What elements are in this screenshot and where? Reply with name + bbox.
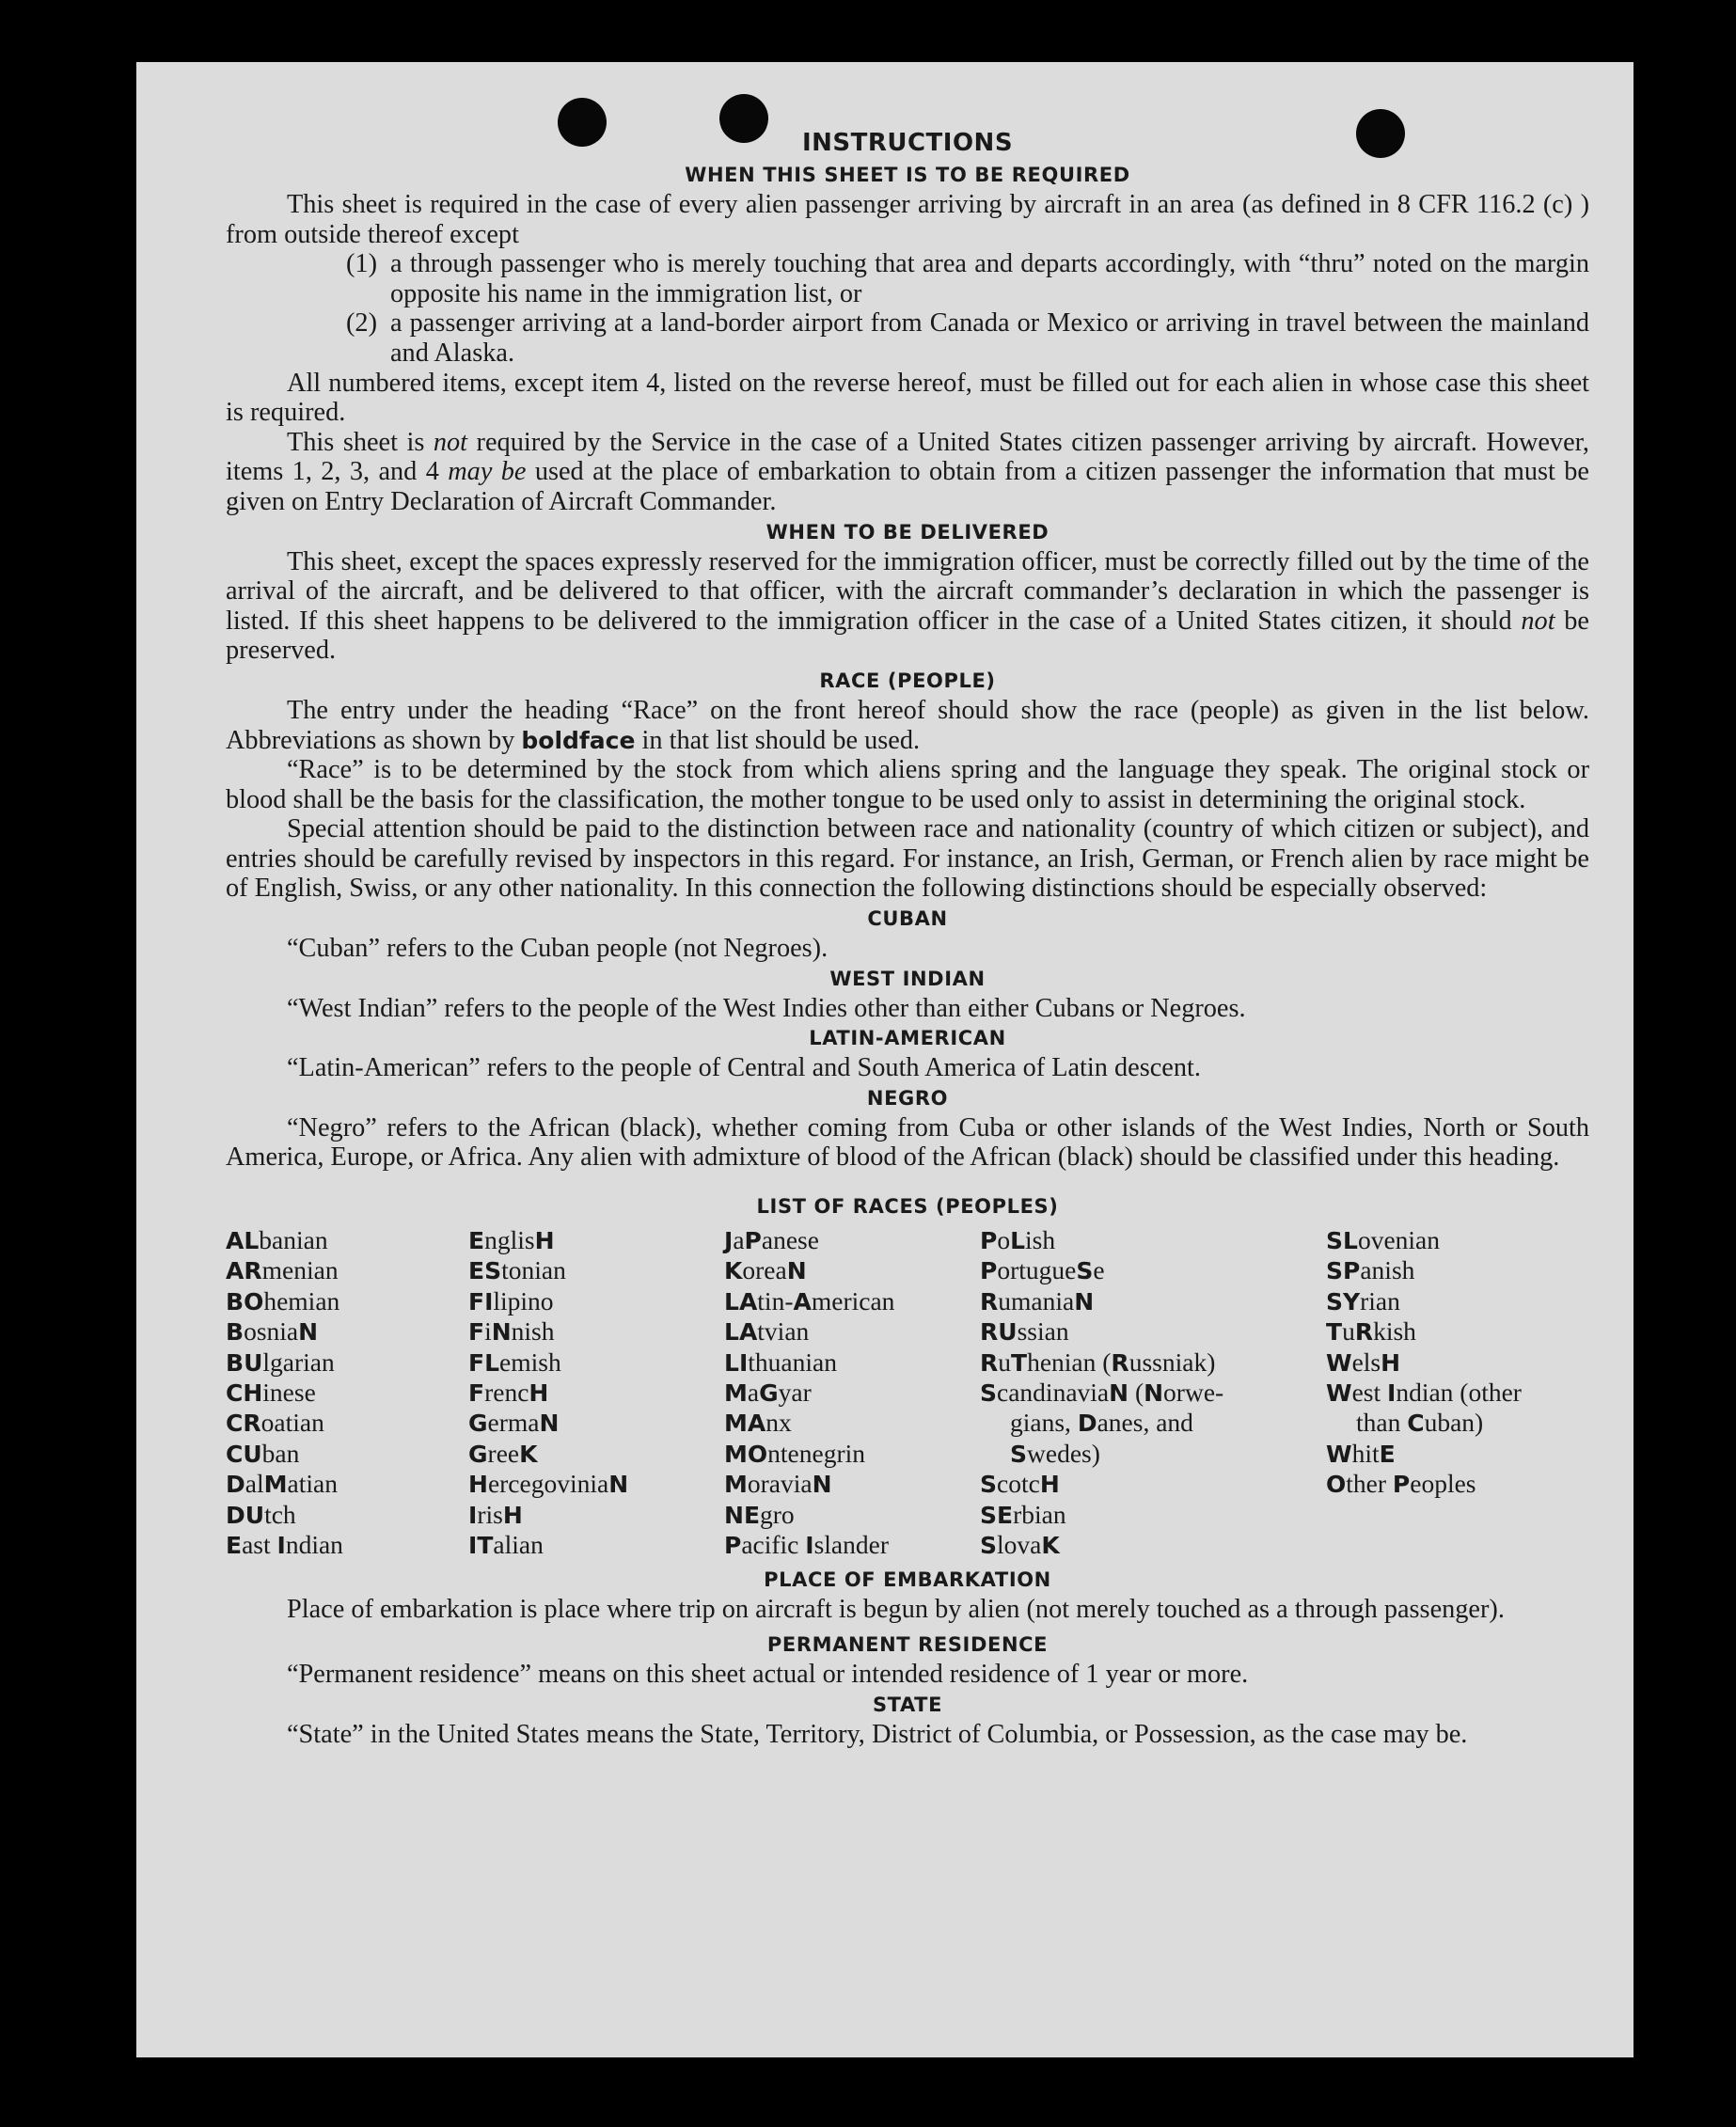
race-entry: ScandinaviaN (Norwe- bbox=[980, 1378, 1224, 1408]
heading-race: RACE (PEOPLE) bbox=[819, 669, 996, 692]
race-entry: Swedes) bbox=[1010, 1438, 1100, 1468]
race-entry: EnglisH bbox=[468, 1225, 555, 1255]
text-run: This sheet is bbox=[287, 427, 434, 457]
race-entry: ITalian bbox=[468, 1530, 544, 1560]
race-entry: EStonian bbox=[468, 1255, 566, 1285]
item-text: a through passenger who is merely touching that area and departs accordingly, with “thru” noted on the margin opposite his name in the immigration list, or bbox=[390, 249, 1589, 308]
bold-run: boldface bbox=[521, 726, 636, 754]
races-column-2 bbox=[468, 1225, 724, 1560]
race-entry: IrisH bbox=[468, 1499, 523, 1529]
text-run: be preserved. bbox=[226, 606, 1589, 666]
race-entry: GreeK bbox=[468, 1438, 538, 1468]
race-entry: MaGyar bbox=[724, 1378, 812, 1408]
heading-negro: NEGRO bbox=[866, 1086, 949, 1110]
race-entry: RuThenian (Russniak) bbox=[980, 1347, 1216, 1377]
heading-delivered: WHEN TO BE DELIVERED bbox=[765, 520, 1049, 544]
paragraph-race-stock: “Race” is to be determined by the stock from which aliens spring and the language they speak. The original stock or blood shall be the basis for the classification, the mother tongue to be used only to assist in determining the original stock. bbox=[226, 755, 1589, 814]
italic-run: not bbox=[433, 427, 468, 457]
paragraph-negro: “Negro” refers to the African (black), whether coming from Cuba or other islands of the West Indies, North or South America, Europe, or Africa. Any alien with admixture of blood of the African (black) should be classified under this heading. bbox=[226, 1112, 1589, 1173]
race-entry: MoraviaN bbox=[724, 1469, 832, 1499]
item-text: a passenger arriving at a land-border airport from Canada or Mexico or arriving in travel between the mainland and Alaska. bbox=[390, 308, 1589, 368]
races-column-4 bbox=[980, 1225, 1326, 1560]
heading-embarkation: PLACE OF EMBARKATION bbox=[764, 1568, 1051, 1591]
race-entry: KoreaN bbox=[724, 1255, 807, 1285]
text-run: required by the Service in the case of a United States citizen passenger arriving by aircraft. However, items 1, 2, 3, and 4 bbox=[226, 427, 1590, 487]
text-run: in that list should be used. bbox=[635, 725, 921, 755]
exception-item-2 bbox=[226, 308, 1589, 368]
race-entry: RumaniaN bbox=[980, 1285, 1095, 1316]
paragraph-delivered bbox=[226, 547, 1589, 666]
race-entry: NEgro bbox=[724, 1499, 795, 1529]
paragraph-state: “State” in the United States means the State, Territory, District of Columbia, or Possession, as the case may be. bbox=[287, 1719, 1468, 1749]
race-entry: FIlipino bbox=[468, 1285, 554, 1316]
races-column-3 bbox=[724, 1225, 980, 1560]
race-entry: BOhemian bbox=[226, 1285, 340, 1316]
races-list bbox=[226, 1225, 1589, 1560]
race-entry: Pacific Islander bbox=[724, 1530, 889, 1560]
document-sheet bbox=[136, 62, 1633, 2057]
race-entry: gians, Danes, and bbox=[1010, 1408, 1193, 1438]
paragraph-cuban: “Cuban” refers to the Cuban people (not Negroes). bbox=[287, 934, 829, 964]
race-entry: BUlgarian bbox=[226, 1347, 335, 1377]
race-entry: FiNnish bbox=[468, 1316, 555, 1347]
heading-races-list: LIST OF RACES (PEOPLES) bbox=[756, 1195, 1059, 1219]
heading-west-indian: WEST INDIAN bbox=[829, 967, 986, 990]
race-entry: PoLish bbox=[980, 1225, 1056, 1255]
race-entry: LIthuanian bbox=[724, 1347, 837, 1377]
race-entry: FrencH bbox=[468, 1378, 549, 1408]
race-entry: TuRkish bbox=[1326, 1316, 1416, 1347]
race-entry: ALbanian bbox=[226, 1225, 328, 1255]
races-column-5 bbox=[1326, 1225, 1589, 1560]
paragraph-citizen bbox=[226, 428, 1589, 517]
race-entry: SlovaK bbox=[980, 1530, 1060, 1560]
race-entry: BosniaN bbox=[226, 1316, 319, 1347]
race-entry: East Indian bbox=[226, 1530, 343, 1560]
race-entry: DalMatian bbox=[226, 1469, 338, 1499]
race-entry: West Indian (other bbox=[1326, 1378, 1522, 1408]
race-entry: CHinese bbox=[226, 1378, 316, 1408]
italic-run: may be bbox=[448, 457, 527, 487]
race-entry: SPanish bbox=[1326, 1255, 1415, 1285]
race-entry: WhitE bbox=[1326, 1438, 1396, 1468]
race-entry: ARmenian bbox=[226, 1255, 339, 1285]
paragraph-embarkation: Place of embarkation is place where trip on aircraft is begun by alien (not merely touched as a through passenger). bbox=[287, 1594, 1505, 1624]
race-entry: DUtch bbox=[226, 1499, 296, 1529]
race-entry: ScotcH bbox=[980, 1469, 1060, 1499]
page-title: INSTRUCTIONS bbox=[801, 129, 1014, 157]
race-entry: FLemish bbox=[468, 1347, 561, 1377]
heading-latin-american: LATIN-AMERICAN bbox=[809, 1027, 1006, 1050]
italic-run: not bbox=[1521, 606, 1555, 636]
race-entry: SLovenian bbox=[1326, 1225, 1441, 1255]
race-entry: SErbian bbox=[980, 1499, 1066, 1529]
race-entry: Other Peoples bbox=[1326, 1469, 1476, 1499]
race-entry: CUban bbox=[226, 1438, 300, 1468]
races-column-1 bbox=[226, 1225, 468, 1560]
instructions-content bbox=[226, 126, 1589, 1749]
race-entry: LAtin-American bbox=[724, 1285, 895, 1316]
race-entry: RUssian bbox=[980, 1316, 1069, 1347]
race-entry: GermaN bbox=[468, 1408, 560, 1438]
race-entry: LAtvian bbox=[724, 1316, 810, 1347]
race-entry: CRoatian bbox=[226, 1408, 324, 1438]
heading-residence: PERMANENT RESIDENCE bbox=[766, 1633, 1049, 1657]
paragraph-west-indian: “West Indian” refers to the people of the West Indies other than either Cubans or Negroes. bbox=[287, 993, 1246, 1023]
race-entry: SYrian bbox=[1326, 1285, 1400, 1316]
race-entry: than Cuban) bbox=[1356, 1408, 1484, 1438]
heading-cuban: CUBAN bbox=[867, 907, 948, 931]
paragraph-race-nationality: Special attention should be paid to the distinction between race and nationality (country of which citizen or subject), and entries should be carefully revised by inspectors in this regard. For instance, an Irish, German, or French alien by race might be of English, Swiss, or any other nationality. In this connection the following distinctions should be especially observed: bbox=[226, 814, 1589, 904]
item-number: (2) bbox=[346, 308, 377, 339]
text-run: used at the place of embarkation to obtain from a citizen passenger the information that must be given on Entry Declaration of Aircraft Commander. bbox=[226, 457, 1589, 516]
paragraph-latin-american: “Latin-American” refers to the people of Central and South America of Latin descent. bbox=[287, 1053, 1201, 1083]
text-run: This sheet, except the spaces expressly reserved for the immigration officer, must be correctly filled out by the time of the arrival of the aircraft, and be delivered to that officer, with the aircraft commander’s declaration in which the passenger is listed. If this sheet happens to be delivered to the immigration officer in the case of a United States citizen, it should bbox=[226, 546, 1589, 636]
race-entry: MAnx bbox=[724, 1408, 792, 1438]
race-entry: MOntenegrin bbox=[724, 1438, 866, 1468]
race-entry: WelsH bbox=[1326, 1347, 1401, 1377]
paragraph-numbered-items: All numbered items, except item 4, listed on the reverse hereof, must be filled out for each alien in whose case this sheet is required. bbox=[226, 368, 1589, 428]
text-run: The entry under the heading “Race” on the front hereof should show the race (people) as given in the list below. Abbreviations as shown by bbox=[226, 695, 1589, 755]
heading-required: WHEN THIS SHEET IS TO BE REQUIRED bbox=[685, 164, 1130, 186]
race-entry: JaPanese bbox=[724, 1225, 819, 1255]
exception-item-1 bbox=[226, 249, 1589, 308]
paragraph-residence: “Permanent residence” means on this sheet actual or intended residence of 1 year or more. bbox=[287, 1660, 1249, 1690]
paragraph-required: This sheet is required in the case of every alien passenger arriving by aircraft in an area (as defined in 8 CFR 116.2 (c) ) from outside thereof except bbox=[226, 190, 1589, 249]
heading-state: STATE bbox=[872, 1693, 943, 1716]
race-entry: HercegoviniaN bbox=[468, 1469, 629, 1499]
race-entry: PortugueSe bbox=[980, 1255, 1105, 1285]
paragraph-race-entry bbox=[226, 696, 1589, 755]
item-number: (1) bbox=[346, 249, 377, 279]
